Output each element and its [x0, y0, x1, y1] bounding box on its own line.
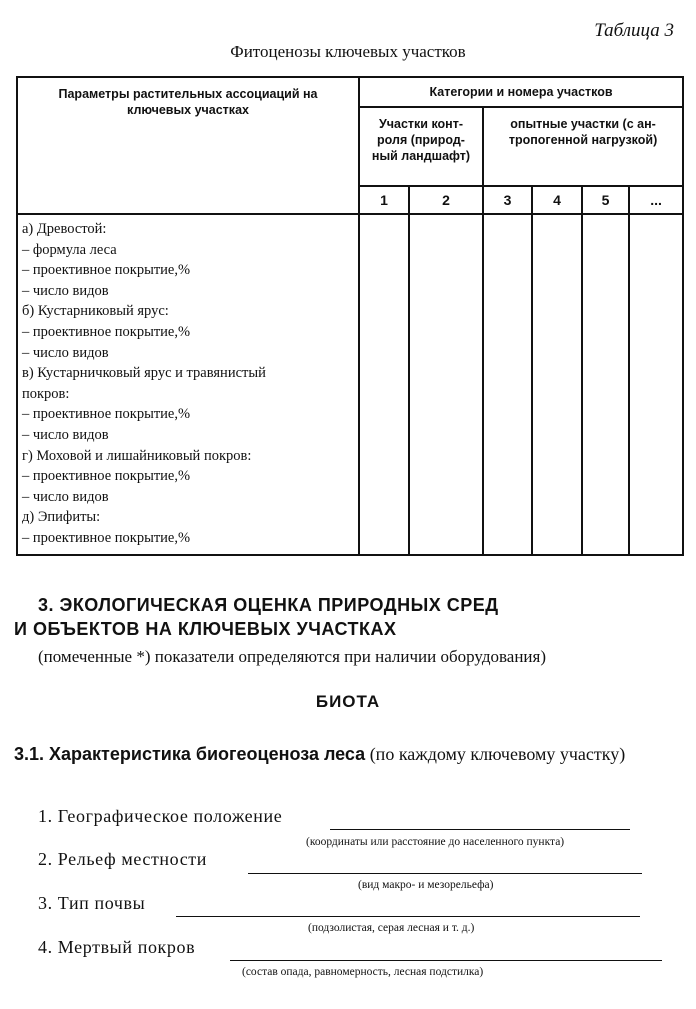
param-line: в) Кустарничковый ярус и травянистый	[22, 365, 266, 382]
param-line: – проективное покрытие,%	[22, 529, 191, 546]
form-item-line[interactable]	[176, 916, 640, 917]
param-line: – проективное покрытие,%	[22, 406, 191, 423]
data-cell[interactable]	[532, 214, 582, 555]
param-line: – проективное покрытие,%	[22, 468, 191, 485]
table-caption: Фитоценозы ключевых участков	[230, 42, 466, 61]
column-number: ...	[629, 186, 683, 214]
table-number-label: Таблица 3	[594, 20, 674, 41]
header-control-text: Участки конт-роля (природ-ный ландшафт)	[371, 117, 471, 163]
param-line: – число видов	[22, 488, 109, 505]
header-categories-text: Категории и номера участков	[429, 85, 613, 99]
param-line: г) Моховой и лишайниковый покров:	[22, 447, 252, 464]
param-line: б) Кустарниковый ярус:	[22, 303, 169, 320]
biota-heading: БИОТА	[315, 692, 381, 711]
params-list	[22, 219, 358, 549]
param-line: – число видов	[22, 282, 109, 299]
form-item-hint: (вид макро- и мезорельефа)	[358, 879, 494, 891]
data-cell[interactable]	[409, 214, 483, 555]
subsection-title-bold: 3.1. Характеристика биогеоценоза леса	[14, 744, 366, 764]
param-line: д) Эпифиты:	[22, 509, 101, 526]
section-title-line1: 3. ЭКОЛОГИЧЕСКАЯ ОЦЕНКА ПРИРОДНЫХ СРЕД	[38, 595, 499, 615]
form-item-hint: (состав опада, равномерность, лесная подстилка)	[242, 966, 484, 978]
header-control-cell	[359, 107, 483, 186]
subsection-title-rest: (по каждому ключевому участку)	[365, 744, 626, 764]
form-item-label: 3. Тип почвы	[38, 893, 146, 913]
data-cell[interactable]	[629, 214, 683, 555]
column-number: 1	[359, 186, 409, 214]
column-number: 2	[409, 186, 483, 214]
params-cell	[17, 214, 359, 555]
form-item-line[interactable]	[230, 960, 662, 961]
form-item-label: 4. Мертвый покров	[38, 937, 196, 957]
section-note: (помеченные *) показатели определяются при наличии оборудования)	[38, 647, 546, 666]
param-line: а) Древостой:	[22, 221, 107, 237]
column-number: 4	[532, 186, 582, 214]
param-line: – число видов	[22, 426, 109, 443]
param-line: – число видов	[22, 344, 109, 361]
form-item-label: 2. Рельеф местности	[38, 849, 207, 869]
section-title	[0, 593, 696, 641]
data-cell[interactable]	[483, 214, 532, 555]
header-experimental-text: опытные участки (с ан-тропогенной нагрузкой)	[508, 117, 658, 147]
form-item-hint: (подзолистая, серая лесная и т. д.)	[308, 922, 475, 934]
param-line: – проективное покрытие,%	[22, 262, 191, 279]
header-params-text: Параметры растительных ассоциаций на ключевых участках	[58, 87, 318, 117]
param-line: покров:	[22, 385, 70, 402]
form-item-line[interactable]	[248, 873, 642, 874]
form-item-line[interactable]	[330, 829, 630, 830]
column-number: 5	[582, 186, 629, 214]
param-line: – проективное покрытие,%	[22, 323, 191, 340]
header-categories-cell	[359, 77, 683, 107]
param-line: – формула леса	[22, 241, 117, 258]
phytocenosis-table	[16, 76, 684, 556]
column-number: 3	[483, 186, 532, 214]
form-item-label: 1. Географическое положение	[38, 806, 283, 826]
header-params-cell	[17, 77, 359, 214]
data-cell[interactable]	[582, 214, 629, 555]
form-item-hint: (координаты или расстояние до населенного пункта)	[306, 836, 565, 848]
subsection-title	[14, 742, 678, 766]
data-cell[interactable]	[359, 214, 409, 555]
section-title-line2: И ОБЪЕКТОВ НА КЛЮЧЕВЫХ УЧАСТКАХ	[14, 619, 397, 639]
header-experimental-cell	[483, 107, 683, 186]
